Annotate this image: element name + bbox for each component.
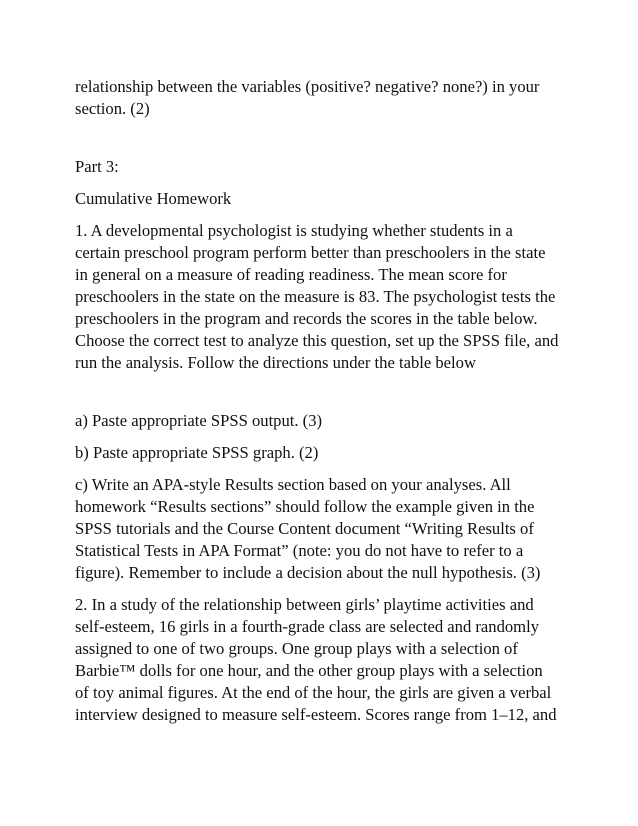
intro-paragraph [75, 76, 575, 120]
text-line: section. (2) [75, 99, 150, 118]
item-a: a) Paste appropriate SPSS output. (3) [75, 411, 323, 430]
text-line: preschoolers in the state on the measure is 83. The psychologist tests the [75, 287, 556, 306]
text-line: run the analysis. Follow the directions under the table below [75, 353, 476, 372]
text-line: of toy animal figures. At the end of the hour, the girls are given a verbal [75, 683, 552, 702]
text-line: figure). Remember to include a decision about the null hypothesis. (3) [75, 563, 541, 582]
item-c [75, 474, 575, 584]
text-line: in general on a measure of reading readiness. The mean score for [75, 265, 507, 284]
text-line: preschoolers in the program and records the scores in the table below. [75, 309, 538, 328]
text-line: c) Write an APA-style Results section based on your analyses. All [75, 475, 511, 494]
text-line: self-esteem, 16 girls in a fourth-grade class are selected and randomly [75, 617, 539, 636]
text-line: Statistical Tests in APA Format” (note: you do not have to refer to a [75, 541, 524, 560]
text-line: homework “Results sections” should follow the example given in the [75, 497, 535, 516]
text-line: interview designed to measure self-esteem. Scores range from 1–12, and [75, 705, 557, 724]
text-line: SPSS tutorials and the Course Content document “Writing Results of [75, 519, 534, 538]
document-body [75, 76, 575, 736]
text-line: certain preschool program perform better than preschoolers in the state [75, 243, 546, 262]
text-line: assigned to one of two groups. One group plays with a selection of [75, 639, 518, 658]
question-1 [75, 220, 575, 374]
text-line: Barbie™ dolls for one hour, and the other group plays with a selection [75, 661, 543, 680]
part-heading: Part 3: [75, 157, 119, 176]
section-heading: Cumulative Homework [75, 189, 232, 208]
item-b: b) Paste appropriate SPSS graph. (2) [75, 443, 319, 462]
text-line: 2. In a study of the relationship between girls’ playtime activities and [75, 595, 534, 614]
text-line: relationship between the variables (positive? negative? none?) in your [75, 77, 540, 96]
text-line: Choose the correct test to analyze this question, set up the SPSS file, and [75, 331, 559, 350]
text-line: 1. A developmental psychologist is studying whether students in a [75, 221, 513, 240]
question-2 [75, 594, 575, 726]
